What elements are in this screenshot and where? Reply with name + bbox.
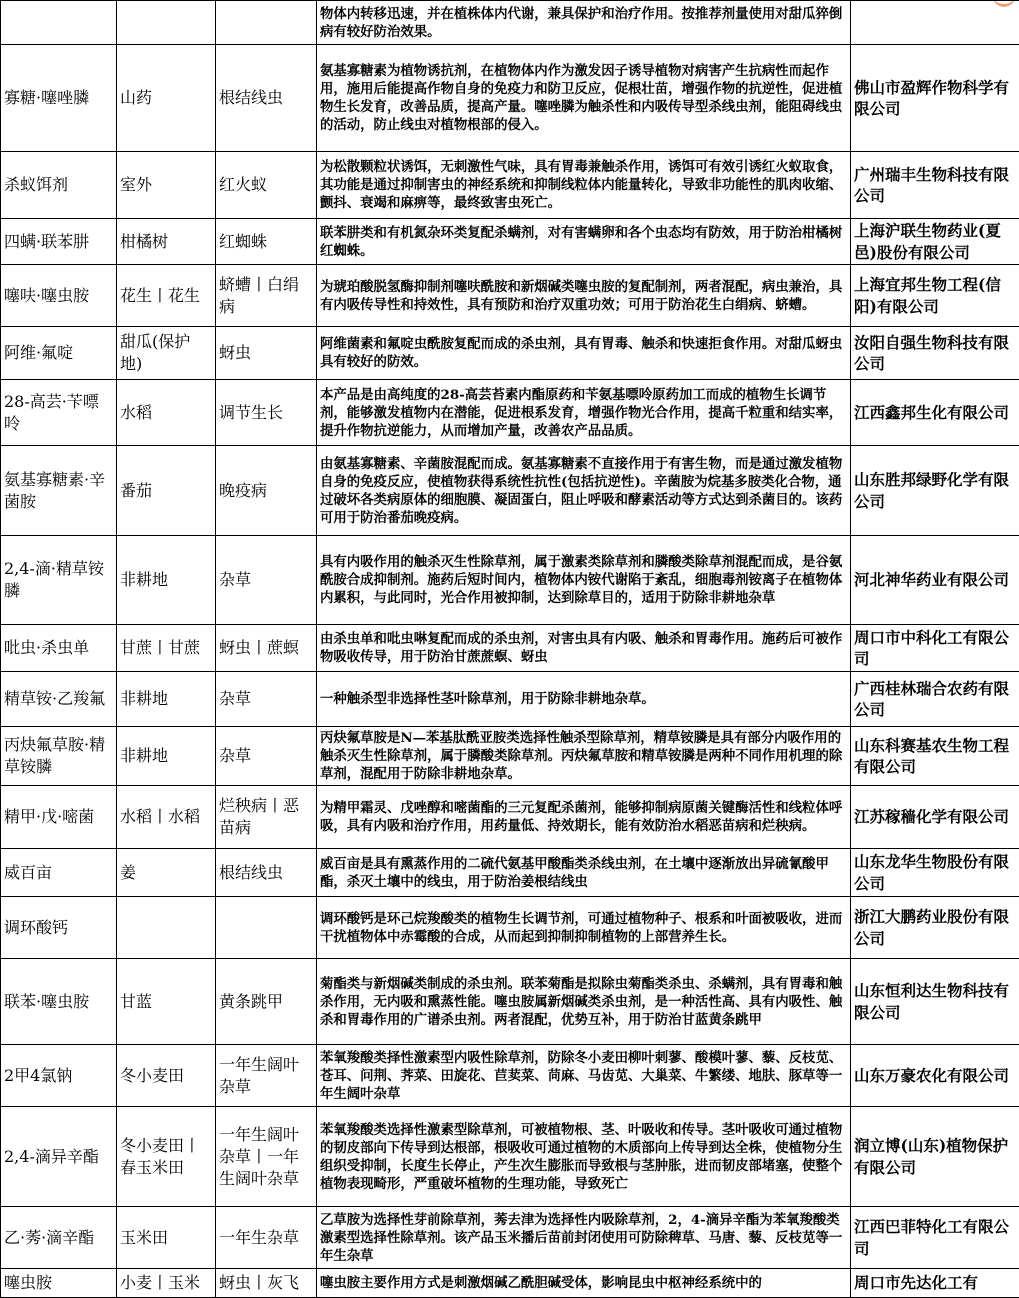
crop-cell: 冬小麦田丨春玉米田 — [117, 1107, 216, 1207]
product-name-cell: 寡糖·噻唑膦 — [1, 45, 117, 152]
description-cell: 本产品是由高纯度的28-高芸苔素内酯原药和苄氨基嘌呤原药加工而成的植物生长调节剂，能够激发植物内在潜能，促进根系发育，增强作物光合作用，提高千粒重和结实率，提升作物抗逆能力，从而增加产量，改善农产品品质。 — [317, 380, 851, 446]
crop-cell: 非耕地 — [117, 536, 216, 625]
description-cell: 噻虫胺主要作用方式是刺激烟碱乙酰胆碱受体，影响昆虫中枢神经系统中的 — [317, 1269, 851, 1298]
crop-cell: 甘蔗丨甘蔗 — [117, 625, 216, 672]
crop-cell: 冬小麦田 — [117, 1045, 216, 1107]
company-cell: 上海沪联生物药业(夏邑)股份有限公司 — [851, 219, 1019, 265]
product-name-cell: 2,4-滴异辛酯 — [1, 1107, 117, 1207]
target-cell: 蚜虫丨灰飞 — [216, 1269, 317, 1298]
product-name-cell: 噻虫胺 — [1, 1269, 117, 1298]
target-cell: 烂秧病丨恶苗病 — [216, 786, 317, 849]
description-cell: 威百亩是具有熏蒸作用的二硫代氨基甲酸酯类杀线虫剂，在土壤中逐渐放出异硫氰酸甲酯，杀灭土壤中的线虫，用于防治姜根结线虫 — [317, 849, 851, 897]
crop-cell: 水稻丨水稻 — [117, 786, 216, 849]
company-cell: 广西桂林瑞合农药有限公司 — [851, 672, 1019, 727]
target-cell: 黄条跳甲 — [216, 959, 317, 1045]
target-cell: 杂草 — [216, 536, 317, 625]
company-cell: 山东万豪农化有限公司 — [851, 1045, 1019, 1107]
description-cell: 由杀虫单和吡虫啉复配而成的杀虫剂，对害虫具有内吸、触杀和胃毒作用。施药后可被作物吸收传导，用于防治甘蔗蔗螟、蚜虫 — [317, 625, 851, 672]
table-row — [1, 672, 1019, 727]
company-cell: 山东恒利达生物科技有限公司 — [851, 959, 1019, 1045]
target-cell — [216, 1, 317, 45]
description-cell: 为松散颗粒状诱饵，无刺激性气味，具有胃毒兼触杀作用，诱饵可有效引诱红火蚁取食，其功能是通过抑制害虫的神经系统和抑制线粒体内能量转化，导致非功能性的肌肉收缩、颤抖、衰竭和麻痹等，最终致害虫死亡。 — [317, 152, 851, 219]
table-row — [1, 727, 1019, 786]
company-cell: 润立博(山东)植物保护有限公司 — [851, 1107, 1019, 1207]
table-row — [1, 446, 1019, 536]
crop-cell — [117, 1, 216, 45]
product-name-cell: 调环酸钙 — [1, 897, 117, 959]
company-cell: 佛山市盈辉作物科学有限公司 — [851, 45, 1019, 152]
company-cell — [851, 1, 1019, 45]
description-cell: 具有内吸作用的触杀灭生性除草剂，属于激素类除草剂和膦酸类除草剂混配而成，是谷氨酰胺合成抑制剂。施药后短时间内，植物体内铵代谢陷于紊乱，细胞毒剂铵离子在植物体内累积，与此同时，光合作用被抑制，达到除草目的，适用于防除非耕地杂草 — [317, 536, 851, 625]
target-cell: 晚疫病 — [216, 446, 317, 536]
product-name-cell: 丙炔氟草胺·精草铵膦 — [1, 727, 117, 786]
target-cell: 杂草 — [216, 727, 317, 786]
product-name-cell: 2,4-滴·精草铵膦 — [1, 536, 117, 625]
target-cell: 蚜虫丨蔗螟 — [216, 625, 317, 672]
description-cell: 乙草胺为选择性芽前除草剂，莠去津为选择性内吸除草剂，2，4-滴异辛酯为苯氧羧酸类激素型选择性除草剂。该产品玉米播后苗前封闭使用可防除稗草、马唐、藜、反枝苋等一年生杂草 — [317, 1207, 851, 1269]
company-cell: 汝阳自强生物科技有限公司 — [851, 327, 1019, 380]
product-name-cell: 28-高芸·苄嘌呤 — [1, 380, 117, 446]
table-row — [1, 959, 1019, 1045]
company-cell: 周口市中科化工有限公司 — [851, 625, 1019, 672]
crop-cell: 姜 — [117, 849, 216, 897]
description-cell: 苯氧羧酸类选择性激素型除草剂，可被植物根、茎、叶吸收和传导。茎叶吸收可通过植物的韧皮部向下传导到达根部，根吸收可通过植物的木质部向上传导到达全株，使植物分生组织受抑制，长度生长停止，产生次生膨胀而导致根与茎肿胀，进而韧皮部堵塞，使整个植物表现畸形，严重破坏植物的生理功能，导致死亡 — [317, 1107, 851, 1207]
crop-cell: 花生丨花生 — [117, 265, 216, 327]
description-cell: 物体内转移迅速，并在植株体内代谢，兼具保护和治疗作用。按推荐剂量使用对甜瓜猝倒病有较好防治效果。 — [317, 1, 851, 45]
crop-cell: 柑橘树 — [117, 219, 216, 265]
table-row — [1, 625, 1019, 672]
company-cell: 广州瑞丰生物科技有限公司 — [851, 152, 1019, 219]
table-row — [1, 1, 1019, 45]
company-cell: 山东龙华生物股份有限公司 — [851, 849, 1019, 897]
company-cell: 山东胜邦绿野化学有限公司 — [851, 446, 1019, 536]
description-cell: 苯氧羧酸类择性激素型内吸性除草剂，防除冬小麦田柳叶刺蓼、酸模叶蓼、藜、反枝苋、苍耳、问荆、荠菜、田旋花、苣荬菜、苘麻、马齿苋、大巢菜、牛繁缕、地肤、豚草等一年生阔叶杂草 — [317, 1045, 851, 1107]
product-name-cell: 联苯·噻虫胺 — [1, 959, 117, 1045]
crop-cell: 水稻 — [117, 380, 216, 446]
product-name-cell: 杀蚁饵剂 — [1, 152, 117, 219]
table-row — [1, 536, 1019, 625]
crop-cell: 甘蓝 — [117, 959, 216, 1045]
description-cell: 联苯肼类和有机氮杂环类复配杀螨剂，对有害螨卵和各个虫态均有防效，用于防治柑橘树红蜘蛛。 — [317, 219, 851, 265]
table-row — [1, 219, 1019, 265]
target-cell: 蚜虫 — [216, 327, 317, 380]
target-cell: 蛴螬丨白绢病 — [216, 265, 317, 327]
description-cell: 调环酸钙是环己烷羧酸类的植物生长调节剂，可通过植物种子、根系和叶面被吸收，进而干扰植物体中赤霉酸的合成，从而起到抑制抑制植物的上部营养生长。 — [317, 897, 851, 959]
product-name-cell: 2甲4氯钠 — [1, 1045, 117, 1107]
company-cell: 周口市先达化工有 — [851, 1269, 1019, 1298]
table-row — [1, 152, 1019, 219]
company-cell: 江苏稼穑化学有限公司 — [851, 786, 1019, 849]
crop-cell: 小麦丨玉米 — [117, 1269, 216, 1298]
product-name-cell: 威百亩 — [1, 849, 117, 897]
table-row — [1, 1045, 1019, 1107]
table-row — [1, 897, 1019, 959]
company-cell: 江西鑫邦生化有限公司 — [851, 380, 1019, 446]
table-row — [1, 265, 1019, 327]
product-name-cell: 精草铵·乙羧氟 — [1, 672, 117, 727]
crop-cell: 甜瓜(保护地) — [117, 327, 216, 380]
description-cell: 菊酯类与新烟碱类制成的杀虫剂。联苯菊酯是拟除虫菊酯类杀虫、杀螨剂，具有胃毒和触杀作用，无内吸和熏蒸性能。噻虫胺属新烟碱类杀虫剂，是一种活性高、具有内吸性、触杀和胃毒作用的广谱杀虫剂。两者混配，优势互补，用于防治甘蓝黄条跳甲 — [317, 959, 851, 1045]
target-cell: 调节生长 — [216, 380, 317, 446]
description-cell: 丙炔氟草胺是N—苯基肽酰亚胺类选择性触杀型除草剂，精草铵膦是具有部分内吸作用的触杀灭生性除草剂，属于膦酸类除草剂。丙炔氟草胺和精草铵膦是两种不同作用机理的除草剂，混配用于防除非耕地杂草。 — [317, 727, 851, 786]
table-row — [1, 786, 1019, 849]
description-cell: 为精甲霜灵、戊唑醇和嘧菌酯的三元复配杀菌剂，能够抑制病原菌关键酶活性和线粒体呼吸，具有内吸和治疗作用，用药量低、持效期长，能有效防治水稻恶苗病和烂秧病。 — [317, 786, 851, 849]
table-row — [1, 1269, 1019, 1298]
table-row — [1, 1207, 1019, 1269]
table-row — [1, 380, 1019, 446]
company-cell: 上海宜邦生物工程(信阳)有限公司 — [851, 265, 1019, 327]
crop-cell: 室外 — [117, 152, 216, 219]
product-name-cell: 阿维·氟啶 — [1, 327, 117, 380]
description-cell: 一种触杀型非选择性茎叶除草剂，用于防除非耕地杂草。 — [317, 672, 851, 727]
target-cell: 根结线虫 — [216, 849, 317, 897]
product-name-cell: 氨基寡糖素·辛菌胺 — [1, 446, 117, 536]
crop-cell: 山药 — [117, 45, 216, 152]
product-name-cell: 精甲·戊·嘧菌 — [1, 786, 117, 849]
table-row — [1, 1107, 1019, 1207]
target-cell — [216, 897, 317, 959]
description-cell: 由氨基寡糖素、辛菌胺混配而成。氨基寡糖素不直接作用于有害生物，而是通过激发植物自身的免疫反应，使植物获得系统性抗性(包括抗逆性)。辛菌胺为烷基多胺类化合物，通过破坏各类病原体的细胞膜、凝固蛋白，阻止呼吸和酵素活动等方式达到杀菌目的。该药可用于防治番茄晚疫病。 — [317, 446, 851, 536]
target-cell: 根结线虫 — [216, 45, 317, 152]
crop-cell: 非耕地 — [117, 672, 216, 727]
crop-cell: 玉米田 — [117, 1207, 216, 1269]
product-name-cell: 乙·莠·滴辛酯 — [1, 1207, 117, 1269]
crop-cell: 非耕地 — [117, 727, 216, 786]
target-cell: 红火蚁 — [216, 152, 317, 219]
table-row — [1, 327, 1019, 380]
target-cell: 一年生阔叶杂草丨一年生阔叶杂草 — [216, 1107, 317, 1207]
product-name-cell: 吡虫·杀虫单 — [1, 625, 117, 672]
description-cell: 为琥珀酸脱氢酶抑制剂噻呋酰胺和新烟碱类噻虫胺的复配制剂，两者混配，病虫兼治，具有内吸传导性和持效性，具有预防和治疗双重功效；可用于防治花生白绢病、蛴螬。 — [317, 265, 851, 327]
product-name-cell — [1, 1, 117, 45]
company-cell: 山东科赛基农生物工程有限公司 — [851, 727, 1019, 786]
company-cell: 浙江大鹏药业股份有限公司 — [851, 897, 1019, 959]
description-cell: 氨基寡糖素为植物诱抗剂，在植物体内作为激发因子诱导植物对病害产生抗病性而起作用，施用后能提高作物自身的免疫力和防卫反应，促根壮苗，增强作物的抗逆性，促进植物生长发育，改善品质，提高产量。噻唑膦为触杀性和内吸传导型杀线虫剂，能阻碍线虫的活动，防止线虫对植物根部的侵入。 — [317, 45, 851, 152]
product-name-cell: 噻呋·噻虫胺 — [1, 265, 117, 327]
target-cell: 红蜘蛛 — [216, 219, 317, 265]
product-name-cell: 四螨·联苯肼 — [1, 219, 117, 265]
target-cell: 一年生阔叶杂草 — [216, 1045, 317, 1107]
company-cell: 江西巴菲特化工有限公司 — [851, 1207, 1019, 1269]
target-cell: 杂草 — [216, 672, 317, 727]
crop-cell — [117, 897, 216, 959]
target-cell: 一年生杂草 — [216, 1207, 317, 1269]
company-cell: 河北神华药业有限公司 — [851, 536, 1019, 625]
crop-cell: 番茄 — [117, 446, 216, 536]
table-row — [1, 45, 1019, 152]
table-row — [1, 849, 1019, 897]
description-cell: 阿维菌素和氟啶虫酰胺复配而成的杀虫剂，具有胃毒、触杀和快速拒食作用。对甜瓜蚜虫具有较好的防效。 — [317, 327, 851, 380]
